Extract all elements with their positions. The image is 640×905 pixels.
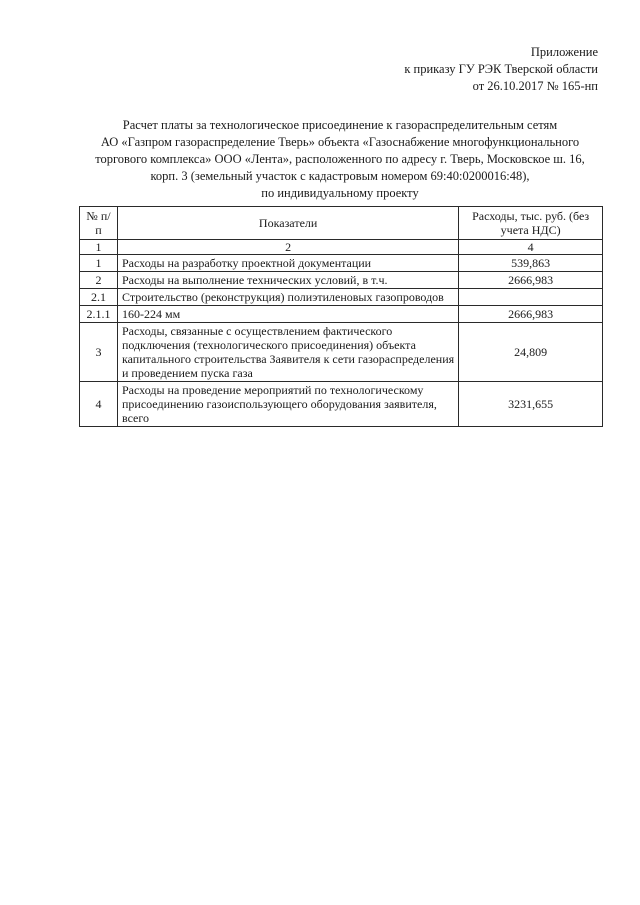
appendix-order-ref: к приказу ГУ РЭК Тверской области xyxy=(404,62,598,76)
table-row xyxy=(80,306,603,323)
table-row xyxy=(80,323,603,382)
row-value: 539,863 xyxy=(459,255,603,272)
table-row xyxy=(80,289,603,306)
table-header-row xyxy=(80,207,603,240)
row-value: 3231,655 xyxy=(459,382,603,427)
appendix-title: Приложение xyxy=(530,45,598,59)
appendix-header xyxy=(404,44,598,95)
row-number: 4 xyxy=(80,382,118,427)
header-number: № п/п xyxy=(80,207,118,240)
table-row xyxy=(80,382,603,427)
index-indicator: 2 xyxy=(117,240,458,255)
document-title xyxy=(70,117,610,202)
index-value: 4 xyxy=(459,240,603,255)
header-value: Расходы, тыс. руб. (без учета НДС) xyxy=(459,207,603,240)
column-index-row xyxy=(80,240,603,255)
row-indicator: 160-224 мм xyxy=(117,306,458,323)
title-line-5: по индивидуальному проекту xyxy=(261,186,419,200)
row-number: 2.1 xyxy=(80,289,118,306)
header-indicator: Показатели xyxy=(117,207,458,240)
row-indicator: Строительство (реконструкция) полиэтиленовых газопроводов xyxy=(117,289,458,306)
row-value: 2666,983 xyxy=(459,306,603,323)
row-number: 2 xyxy=(80,272,118,289)
table-row xyxy=(80,255,603,272)
title-line-1: Расчет платы за технологическое присоединение к газораспределительным сетям xyxy=(122,118,558,132)
row-value: 24,809 xyxy=(459,323,603,382)
row-value xyxy=(459,289,603,306)
row-number: 2.1.1 xyxy=(80,306,118,323)
row-indicator: Расходы на проведение мероприятий по технологическому присоединению газоиспользующего оборудования заявителя, всего xyxy=(117,382,458,427)
row-value: 2666,983 xyxy=(459,272,603,289)
title-line-4: корп. 3 (земельный участок с кадастровым номером 69:40:0200016:48), xyxy=(150,169,530,183)
index-number: 1 xyxy=(80,240,118,255)
table-row xyxy=(80,272,603,289)
title-line-3: торгового комплекса» ООО «Лента», расположенного по адресу г. Тверь, Московское ш. 16, xyxy=(95,152,585,166)
title-line-2: АО «Газпром газораспределение Тверь» объекта «Газоснабжение многофункционального xyxy=(100,135,580,149)
row-indicator: Расходы на выполнение технических условий, в т.ч. xyxy=(117,272,458,289)
row-number: 1 xyxy=(80,255,118,272)
row-indicator: Расходы, связанные с осуществлением фактического подключения (технологического присоединения) объекта капитального строительства Заявителя к сети газораспределения и проведением пуска газа xyxy=(117,323,458,382)
row-number: 3 xyxy=(80,323,118,382)
cost-table xyxy=(79,206,603,427)
row-indicator: Расходы на разработку проектной документации xyxy=(117,255,458,272)
appendix-order-date: от 26.10.2017 № 165-нп xyxy=(472,79,598,93)
